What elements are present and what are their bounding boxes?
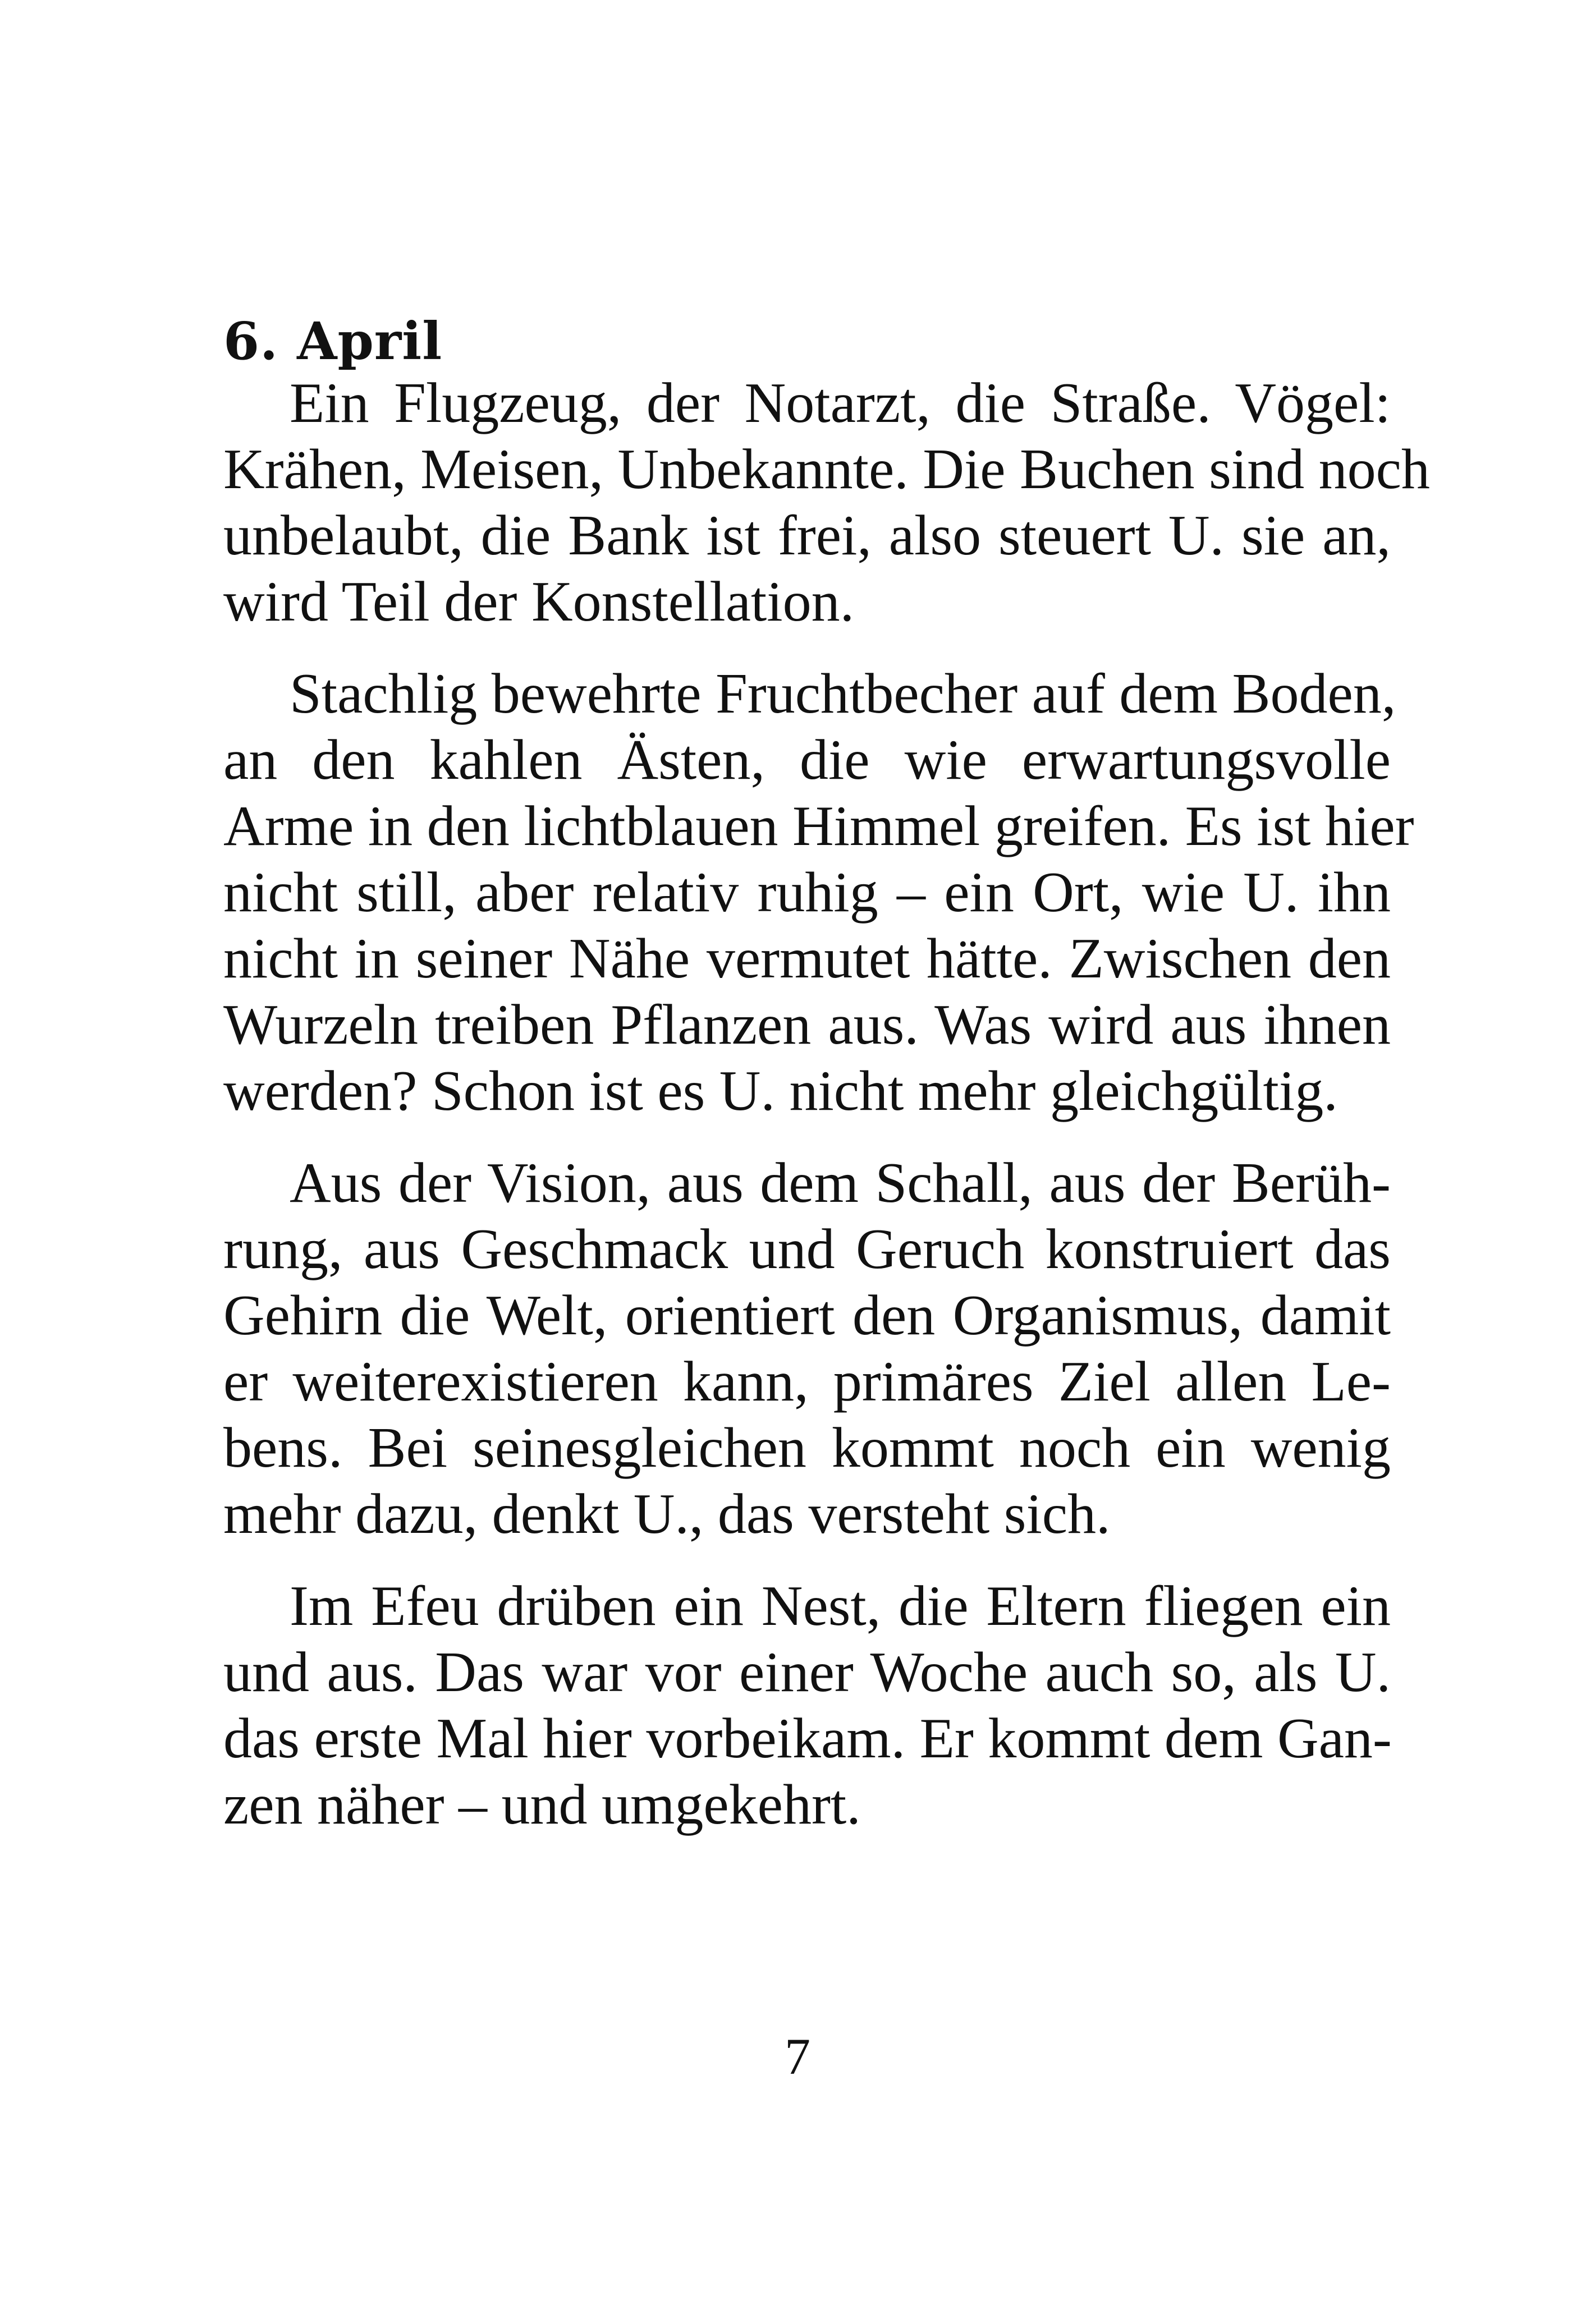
body-text <box>223 370 1430 1838</box>
text-line: an den kahlen Ästen, die wie erwartungsvolle <box>223 728 1391 792</box>
text-line: wird Teil der Konstellation. <box>223 570 855 633</box>
text-line: bens. Bei seinesgleichen kommt noch ein wenig <box>223 1416 1391 1480</box>
text-line: nicht in seiner Nähe vermutet hätte. Zwischen den <box>223 927 1391 990</box>
text-line: Stachlig bewehrte Fruchtbecher auf dem Boden, <box>290 662 1396 725</box>
text-line: das erste Mal hier vorbeikam. Er kommt dem Gan- <box>223 1707 1392 1770</box>
text-line: zen näher – und umgekehrt. <box>223 1773 861 1836</box>
text-line: rung, aus Geschmack und Geruch konstruiert das <box>223 1218 1391 1281</box>
text-line: nicht still, aber relativ ruhig – ein Ort, wie U. ihn <box>223 861 1391 924</box>
chapter-heading: 6. April <box>223 311 443 371</box>
text-line: werden? Schon ist es U. nicht mehr gleichgültig. <box>223 1059 1338 1123</box>
paragraph-1 <box>223 370 1430 635</box>
paragraph-2 <box>223 661 1414 1124</box>
text-line: Aus der Vision, aus dem Schall, aus der Berüh- <box>290 1151 1391 1215</box>
text-line: und aus. Das war vor einer Woche auch so, als U. <box>223 1641 1391 1704</box>
text-line: unbelaubt, die Bank ist frei, also steuert U. sie an, <box>223 504 1391 567</box>
text-line: mehr dazu, denkt U., das versteht sich. <box>223 1482 1111 1546</box>
paragraph-4 <box>223 1573 1391 1838</box>
text-line: Im Efeu drüben ein Nest, die Eltern fliegen ein <box>290 1574 1391 1638</box>
text-line: Krähen, Meisen, Unbekannte. Die Buchen sind noch <box>223 438 1430 501</box>
text-line: Ein Flugzeug, der Notarzt, die Straße. Vögel: <box>290 371 1391 435</box>
page-number: 7 <box>785 2028 810 2085</box>
text-line: Wurzeln treiben Pflanzen aus. Was wird aus ihnen <box>223 993 1391 1057</box>
text-line: Gehirn die Welt, orientiert den Organismus, damit <box>223 1284 1391 1347</box>
paragraph-3 <box>223 1150 1391 1547</box>
text-line: er weiterexistieren kann, primäres Ziel allen Le- <box>223 1350 1391 1413</box>
text-line: Arme in den lichtblauen Himmel greifen. Es ist hier <box>223 794 1414 858</box>
